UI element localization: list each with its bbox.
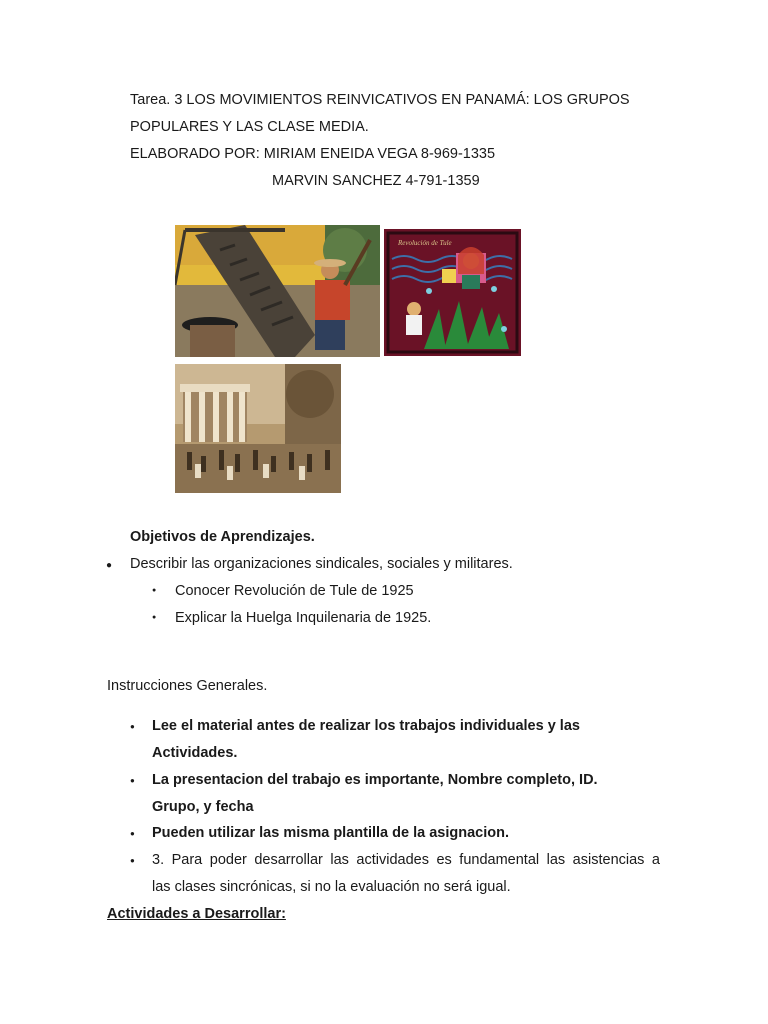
objective-item-1: Describir las organizaciones sindicales, sociales y militares. (130, 556, 513, 572)
bullet-icon: ● (130, 722, 135, 731)
instructions-title: Instrucciones Generales. (107, 678, 268, 694)
authors-line-2: MARVIN SANCHEZ 4-791-1359 (272, 173, 480, 189)
objective-item-3: Explicar la Huelga Inquilenaria de 1925. (175, 610, 432, 626)
mola-caption: Revolución de Tule (398, 239, 452, 247)
instruction-item-2-line-1: La presentacion del trabajo es importante, Nombre completo, ID. (152, 772, 598, 788)
bullet-icon: ● (152, 614, 157, 621)
tule-revolution-mola (384, 229, 521, 356)
historic-sepia-photo (175, 364, 341, 493)
bullet-icon: ● (106, 560, 113, 571)
objective-item-2: Conocer Revolución de Tule de 1925 (175, 583, 414, 599)
canal-construction-painting (175, 225, 380, 357)
authors-line-1: ELABORADO POR: MIRIAM ENEIDA VEGA 8-969-1335 (130, 146, 496, 162)
instruction-item-1-line-2: Actividades. (152, 745, 238, 761)
bullet-icon: ● (130, 829, 135, 838)
instruction-item-2-line-2: Grupo, y fecha (152, 799, 254, 815)
instruction-item-4-line-2: las clases sincrónicas, si no la evaluación no será igual. (152, 879, 511, 895)
instruction-item-3: Pueden utilizar las misma plantilla de la asignacion. (152, 825, 509, 841)
activities-title: Actividades a Desarrollar: (107, 906, 286, 922)
instruction-item-1-line-1: Lee el material antes de realizar los trabajos individuales y las (152, 718, 580, 734)
doc-title-line-2: POPULARES Y LAS CLASE MEDIA. (130, 119, 369, 135)
bullet-icon: ● (130, 856, 135, 865)
bullet-icon: ● (130, 776, 135, 785)
instruction-item-4-line-1: 3. Para poder desarrollar las actividades es fundamental las asistencias a (152, 852, 660, 868)
objectives-title: Objetivos de Aprendizajes. (130, 529, 315, 545)
doc-title-line-1: Tarea. 3 LOS MOVIMIENTOS REINVICATIVOS EN PANAMÁ: LOS GRUPOS (130, 92, 630, 108)
bullet-icon: ● (152, 587, 157, 594)
